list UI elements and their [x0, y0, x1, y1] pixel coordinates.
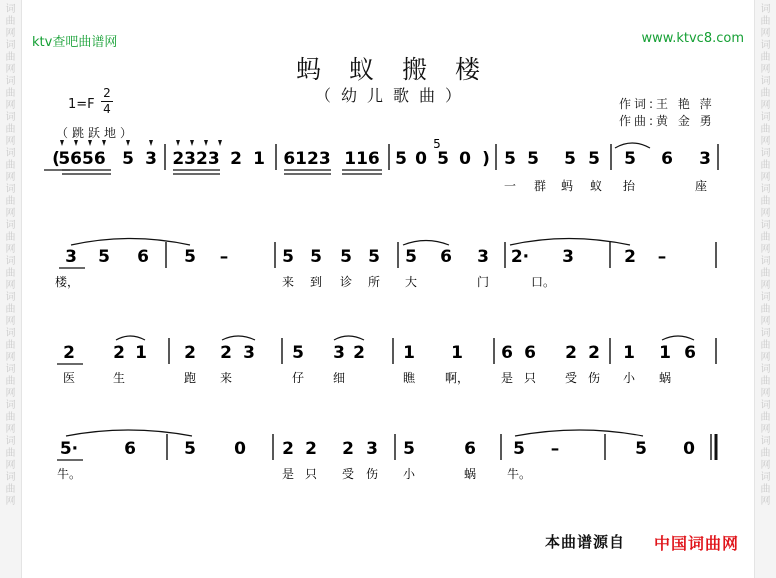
- watermark-text: 词 曲 网: [5, 400, 16, 435]
- lyric: 牛。: [56, 467, 82, 481]
- lyric: 蜗: [463, 467, 477, 481]
- meter-top: 2: [103, 86, 111, 100]
- slur: [116, 336, 145, 340]
- note: 5: [122, 149, 134, 169]
- note: 0: [234, 439, 246, 459]
- watermark-text: 词 曲 网: [5, 328, 16, 363]
- note: 2: [565, 343, 577, 363]
- note: 1: [659, 343, 671, 363]
- lyricist: 作词:王 艳 萍: [619, 97, 715, 111]
- staccato-mark: [102, 140, 106, 146]
- note: 5: [635, 439, 647, 459]
- site-name-left[interactable]: ktv查吧曲谱网: [32, 35, 118, 50]
- grace-note: 5: [433, 137, 441, 151]
- note: 116: [344, 149, 380, 169]
- note: 5: [437, 149, 449, 169]
- lyric: 群: [533, 179, 547, 193]
- key-signature: 1=F: [68, 97, 95, 112]
- lyric: 受: [341, 467, 355, 481]
- note: 5: [282, 247, 294, 267]
- lyric: 是: [281, 467, 295, 481]
- lyric: 一: [503, 179, 517, 193]
- note: 2·: [510, 247, 530, 267]
- note: 2: [342, 439, 354, 459]
- note: 5: [624, 149, 636, 169]
- note: 5: [368, 247, 380, 267]
- note: 5: [403, 439, 415, 459]
- source-label: 本曲谱源自: [545, 533, 626, 551]
- watermark-text: 词 曲 网: [760, 472, 771, 507]
- lyric: 门: [476, 275, 490, 289]
- note: 3: [65, 247, 77, 267]
- source-site-name[interactable]: 中国词曲网: [654, 534, 740, 553]
- lyric: 小: [402, 467, 416, 481]
- watermark-text: 词 曲 网: [760, 364, 771, 399]
- note: 3: [333, 343, 345, 363]
- note: 5: [527, 149, 539, 169]
- slur: [66, 430, 192, 436]
- note: 5: [395, 149, 407, 169]
- note: 6: [124, 439, 136, 459]
- note: 5·: [59, 439, 79, 459]
- lyric: 伤: [587, 371, 601, 385]
- note: 2: [220, 343, 232, 363]
- note: 1: [135, 343, 147, 363]
- lyric: 口。: [530, 275, 556, 289]
- lyric: 生: [112, 371, 126, 385]
- staccato-mark: [126, 140, 130, 146]
- note: 6: [684, 343, 696, 363]
- lyric: 仔: [291, 371, 305, 385]
- lyric: 座: [694, 179, 708, 193]
- slur: [662, 336, 694, 340]
- watermark-text: 词 曲 网: [5, 436, 16, 471]
- note: 2: [113, 343, 125, 363]
- note: 2323: [172, 149, 220, 169]
- lyric: 啊，: [444, 371, 470, 385]
- watermark-text: 词 曲 网: [5, 40, 16, 75]
- lyric: 是: [500, 371, 514, 385]
- note: 5656: [58, 149, 106, 169]
- lyric: 跑: [183, 371, 197, 385]
- lyric: 蜗: [658, 371, 672, 385]
- lyric: 来: [219, 371, 233, 385]
- staccato-mark: [190, 140, 194, 146]
- note: 6123: [283, 149, 331, 169]
- note: 5: [504, 149, 516, 169]
- note: 3: [562, 247, 574, 267]
- lyric: 蚁: [589, 179, 603, 193]
- note: 0: [459, 149, 471, 169]
- staccato-mark: [60, 140, 64, 146]
- note: (: [52, 149, 60, 169]
- lyric: 只: [523, 371, 537, 385]
- note: 2: [282, 439, 294, 459]
- watermark-text: 词 曲 网: [5, 112, 16, 147]
- song-title: 蚂蚁搬楼: [295, 55, 508, 84]
- note: 6: [524, 343, 536, 363]
- staccato-mark: [204, 140, 208, 146]
- staccato-mark: [74, 140, 78, 146]
- watermark-text: 词 曲 网: [5, 256, 16, 291]
- lyric: 瞧: [402, 371, 416, 385]
- note: ): [482, 149, 490, 169]
- watermark-text: 词 曲 网: [5, 220, 16, 255]
- lyric: 小: [622, 371, 636, 385]
- note: 5: [184, 439, 196, 459]
- note: 5: [340, 247, 352, 267]
- composer: 作曲:黄 金 勇: [619, 114, 715, 128]
- slur: [515, 430, 643, 436]
- note: 1: [253, 149, 265, 169]
- watermark-text: 词 曲 网: [760, 220, 771, 255]
- lyric: 到: [309, 275, 323, 289]
- note: 5: [513, 439, 525, 459]
- note: 2: [624, 247, 636, 267]
- note: –: [550, 439, 560, 459]
- lyric: 蚂: [560, 179, 574, 193]
- lyric: 诊: [339, 275, 353, 289]
- note: 1: [451, 343, 463, 363]
- note: 2: [63, 343, 75, 363]
- watermark-text: 词 曲 网: [5, 364, 16, 399]
- lyric: 楼，: [54, 275, 80, 289]
- watermark-text: 词 曲 网: [760, 400, 771, 435]
- lyric: 抬: [622, 179, 636, 193]
- note: 3: [243, 343, 255, 363]
- note: 2: [184, 343, 196, 363]
- note: 2: [353, 343, 365, 363]
- note: 5: [292, 343, 304, 363]
- note: 6: [440, 247, 452, 267]
- note: 5: [588, 149, 600, 169]
- lyric: 所: [367, 275, 381, 289]
- note: 5: [405, 247, 417, 267]
- slur: [403, 241, 449, 246]
- note: 5: [310, 247, 322, 267]
- watermark-text: 词 曲 网: [5, 184, 16, 219]
- slur: [615, 143, 650, 148]
- note: 2: [305, 439, 317, 459]
- song-subtitle: （幼儿歌曲）: [314, 86, 471, 105]
- watermark-text: 词 曲 网: [760, 148, 771, 183]
- watermark-text: 词 曲 网: [5, 292, 16, 327]
- watermark-text: 词 曲 网: [760, 184, 771, 219]
- slur: [334, 336, 364, 340]
- note: –: [219, 247, 229, 267]
- staccato-mark: [176, 140, 180, 146]
- lyric: 细: [332, 371, 346, 385]
- note: 6: [661, 149, 673, 169]
- watermark-text: 词 曲 网: [5, 4, 16, 39]
- note: 3: [366, 439, 378, 459]
- note: 3: [699, 149, 711, 169]
- watermark-text: 词 曲 网: [760, 112, 771, 147]
- lyric: 医: [62, 371, 76, 385]
- note: 3: [477, 247, 489, 267]
- staccato-mark: [218, 140, 222, 146]
- watermark-text: 词 曲 网: [5, 76, 16, 111]
- lyric: 牛。: [506, 467, 532, 481]
- staccato-mark: [88, 140, 92, 146]
- note: 5: [564, 149, 576, 169]
- lyric: 大: [404, 275, 418, 289]
- note: 1: [623, 343, 635, 363]
- watermark-text: 词 曲 网: [760, 328, 771, 363]
- lyric: 伤: [365, 467, 379, 481]
- staccato-mark: [149, 140, 153, 146]
- note: 6: [501, 343, 513, 363]
- lyric: 来: [281, 275, 295, 289]
- watermark-text: 词 曲 网: [760, 436, 771, 471]
- note: 2: [230, 149, 242, 169]
- tempo-marking: （跳跃地）: [56, 126, 137, 140]
- note: –: [657, 247, 667, 267]
- site-url-right[interactable]: www.ktvc8.com: [641, 31, 744, 46]
- watermark-text: 词 曲 网: [760, 292, 771, 327]
- lyric: 只: [304, 467, 318, 481]
- slur: [510, 239, 630, 246]
- note: 5: [98, 247, 110, 267]
- note: 2: [588, 343, 600, 363]
- watermark-text: 词 曲 网: [760, 76, 771, 111]
- slur: [71, 239, 190, 246]
- lyric: 受: [564, 371, 578, 385]
- note: 6: [464, 439, 476, 459]
- note: 5: [184, 247, 196, 267]
- meter-bottom: 4: [103, 102, 111, 116]
- note: 0: [415, 149, 427, 169]
- watermark-text: 词 曲 网: [5, 148, 16, 183]
- note: 0: [683, 439, 695, 459]
- note: 1: [403, 343, 415, 363]
- watermark-text: 词 曲 网: [760, 4, 771, 39]
- note: 6: [137, 247, 149, 267]
- note: 3: [145, 149, 157, 169]
- watermark-text: 词 曲 网: [5, 472, 16, 507]
- watermark-text: 词 曲 网: [760, 256, 771, 291]
- watermark-text: 词 曲 网: [760, 40, 771, 75]
- slur: [222, 336, 255, 340]
